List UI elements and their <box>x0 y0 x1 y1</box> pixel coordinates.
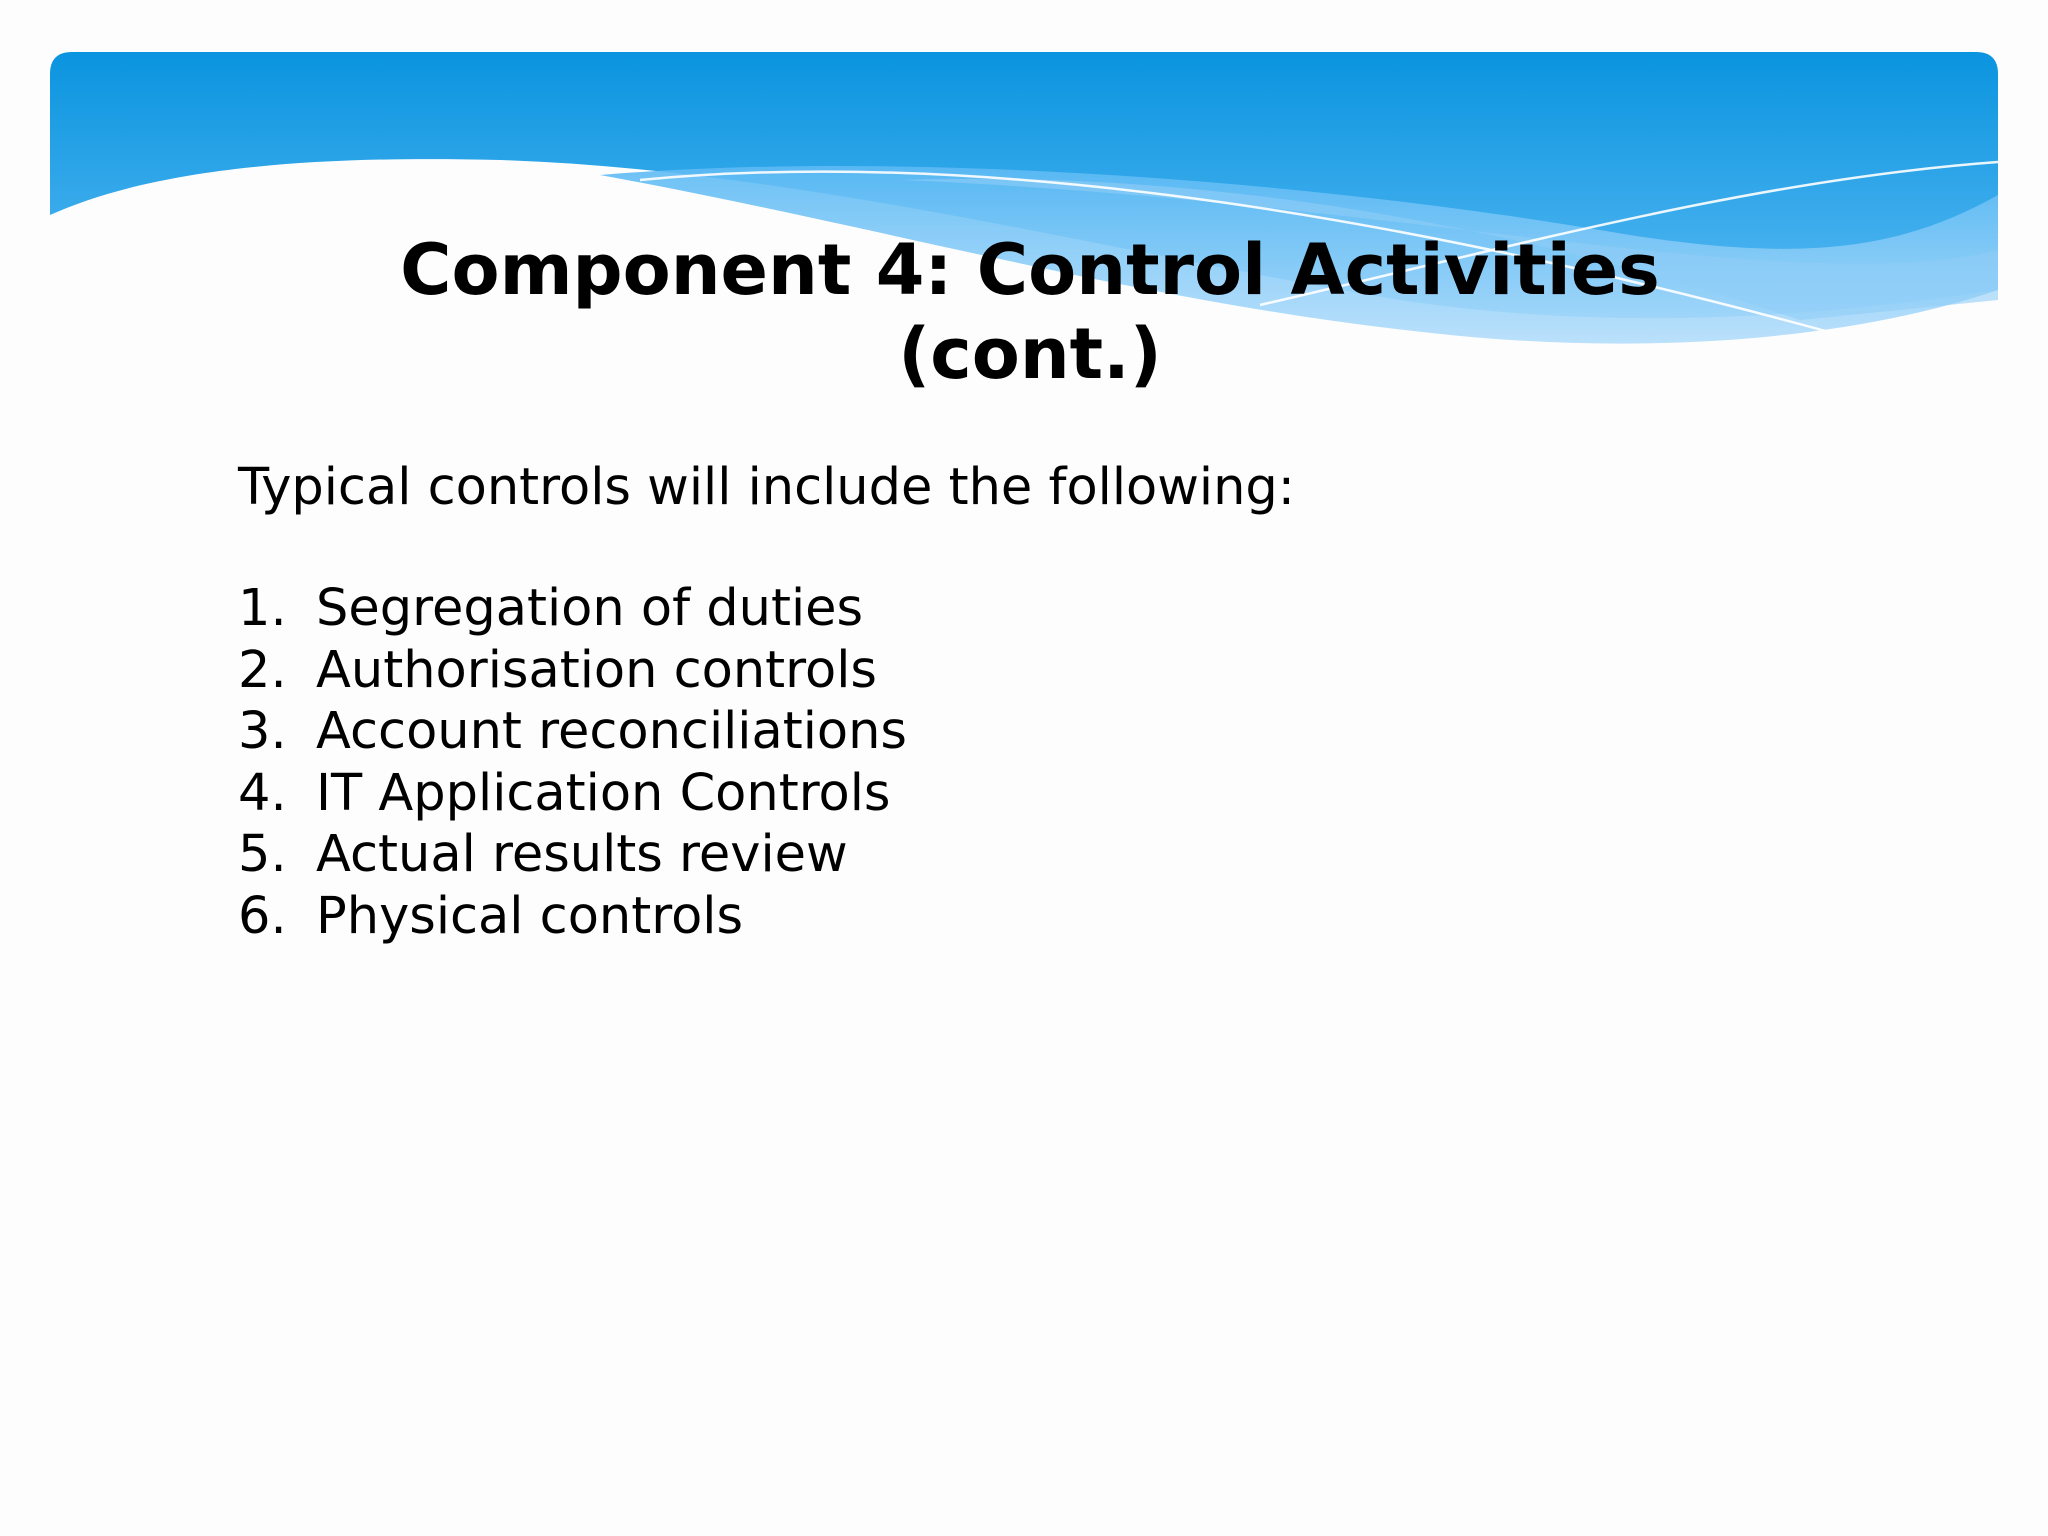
intro-text: Typical controls will include the following: <box>238 458 1295 517</box>
list-item-text: Physical controls <box>316 886 744 946</box>
list-item-number: 2. <box>238 640 287 700</box>
list-item-number: 3. <box>238 702 287 761</box>
list-item-text: Segregation of duties <box>316 579 864 638</box>
list-item-text: IT Application Controls <box>316 763 891 823</box>
list-item-text: Actual results review <box>316 825 848 884</box>
list-item <box>238 701 907 763</box>
list-item-text: Authorisation controls <box>316 640 877 700</box>
list-item <box>238 886 907 948</box>
slide-title-line-2: (cont.) <box>898 313 1162 395</box>
controls-list <box>238 578 907 947</box>
list-item-number: 1. <box>238 579 287 638</box>
slide-title <box>300 228 1760 396</box>
list-item <box>238 763 907 825</box>
list-item <box>238 640 907 702</box>
list-item-text: Account reconciliations <box>316 702 907 761</box>
list-item <box>238 824 907 886</box>
list-item <box>238 578 907 640</box>
list-item-number: 5. <box>238 825 287 884</box>
slide-title-line-1: Component 4: Control Activities <box>400 229 1660 311</box>
list-item-number: 4. <box>238 763 287 823</box>
list-item-number: 6. <box>238 886 287 946</box>
